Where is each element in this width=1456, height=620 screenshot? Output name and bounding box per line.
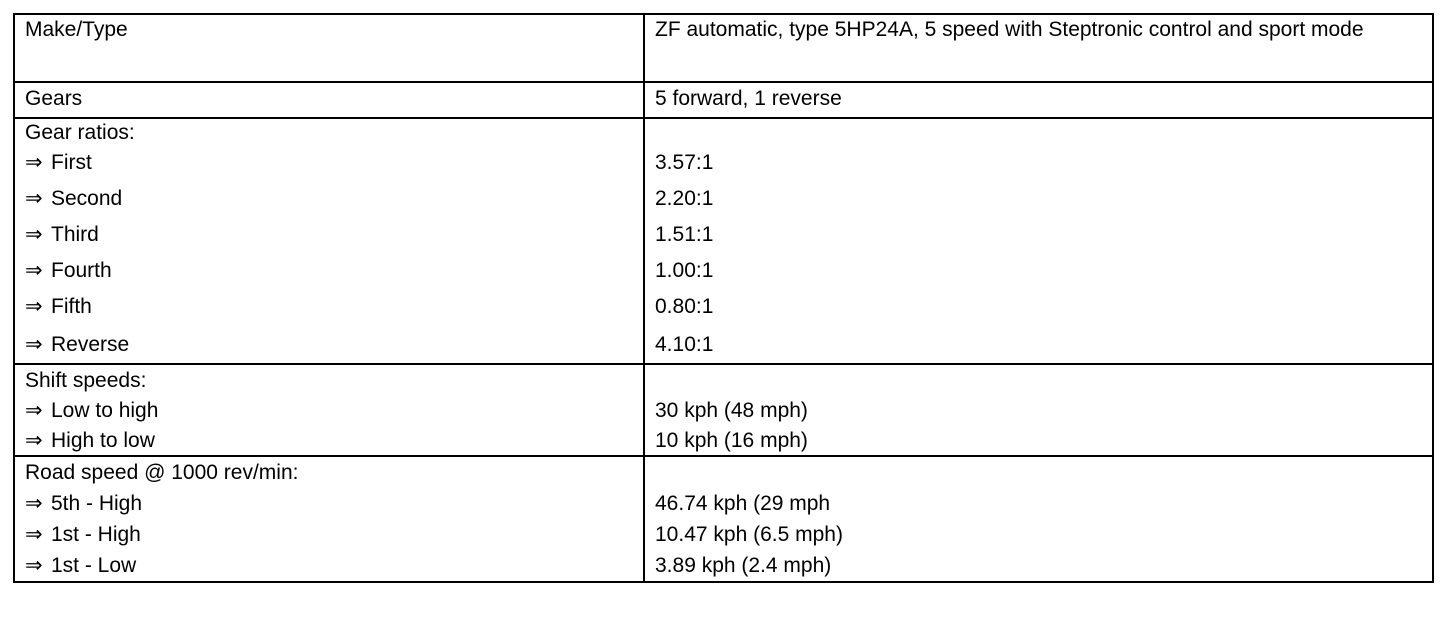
shift-speeds-spacer <box>655 365 1422 395</box>
shift-speeds-value-cell <box>644 364 1433 456</box>
table-row-shift-speeds <box>14 364 1433 456</box>
gears-value-cell <box>644 82 1433 118</box>
table-row-gears <box>14 82 1433 118</box>
road-1st-high-value: 10.47 kph (6.5 mph) <box>655 523 843 546</box>
gear-fifth-label: Fifth <box>51 295 92 318</box>
gear-third-label: Third <box>51 223 99 246</box>
gear-ratios-heading: Gear ratios: <box>25 121 135 144</box>
gear-fourth-label: Fourth <box>51 259 112 282</box>
arrow-icon: ⇒ <box>25 187 43 210</box>
gears-label: Gears <box>25 87 83 110</box>
make-type-label-cell <box>14 14 644 82</box>
arrow-icon: ⇒ <box>25 554 43 577</box>
shift-low-to-high-label: Low to high <box>51 399 159 422</box>
shift-low-to-high-value: 30 kph (48 mph) <box>655 399 808 422</box>
road-speed-label-cell <box>14 456 644 582</box>
list-item <box>25 550 633 581</box>
road-speed-spacer <box>655 457 1422 488</box>
shift-high-to-low-label: High to low <box>51 429 155 452</box>
gear-third-value: 1.51:1 <box>655 223 714 246</box>
arrow-icon: ⇒ <box>25 492 43 515</box>
gear-fifth-value: 0.80:1 <box>655 295 714 318</box>
road-speed-heading: Road speed @ 1000 rev/min: <box>25 461 299 484</box>
road-speed-value-cell <box>644 456 1433 582</box>
list-item <box>25 253 633 289</box>
make-type-value: ZF automatic, type 5HP24A, 5 speed with Steptronic control and sport mode <box>655 18 1364 41</box>
arrow-icon: ⇒ <box>25 333 43 356</box>
road-5th-high-label: 5th - High <box>51 492 143 515</box>
list-item <box>25 149 633 181</box>
list-item <box>25 395 633 425</box>
shift-speeds-heading: Shift speeds: <box>25 369 147 392</box>
arrow-icon: ⇒ <box>25 259 43 282</box>
gear-first-value: 3.57:1 <box>655 151 714 174</box>
list-item <box>25 325 633 363</box>
list-item <box>25 425 633 455</box>
gears-label-cell <box>14 82 644 118</box>
gear-second-value: 2.20:1 <box>655 187 714 210</box>
table-row-gear-ratios <box>14 118 1433 364</box>
arrow-icon: ⇒ <box>25 151 43 174</box>
arrow-icon: ⇒ <box>25 523 43 546</box>
arrow-icon: ⇒ <box>25 223 43 246</box>
specification-table <box>13 13 1434 583</box>
arrow-icon: ⇒ <box>25 429 43 452</box>
shift-high-to-low-value: 10 kph (16 mph) <box>655 429 808 452</box>
gear-ratios-value-cell <box>644 118 1433 364</box>
make-type-label: Make/Type <box>25 18 128 41</box>
list-item <box>25 289 633 325</box>
gear-second-label: Second <box>51 187 123 210</box>
road-1st-low-label: 1st - Low <box>51 554 137 577</box>
gear-ratios-spacer <box>655 119 1422 149</box>
list-item <box>25 519 633 550</box>
shift-speeds-label-cell <box>14 364 644 456</box>
road-1st-low-value: 3.89 kph (2.4 mph) <box>655 554 832 577</box>
arrow-icon: ⇒ <box>25 399 43 422</box>
gear-fourth-value: 1.00:1 <box>655 259 714 282</box>
gear-reverse-label: Reverse <box>51 333 130 356</box>
gears-value: 5 forward, 1 reverse <box>655 87 842 110</box>
gear-ratios-label-cell <box>14 118 644 364</box>
list-item <box>25 488 633 519</box>
list-item <box>25 217 633 253</box>
table-row-make-type <box>14 14 1433 82</box>
arrow-icon: ⇒ <box>25 295 43 318</box>
road-5th-high-value: 46.74 kph (29 mph <box>655 492 831 515</box>
table-row-road-speed <box>14 456 1433 582</box>
gear-first-label: First <box>51 151 92 174</box>
make-type-value-cell <box>644 14 1433 82</box>
road-1st-high-label: 1st - High <box>51 523 141 546</box>
list-item <box>25 181 633 217</box>
gear-reverse-value: 4.10:1 <box>655 333 714 356</box>
